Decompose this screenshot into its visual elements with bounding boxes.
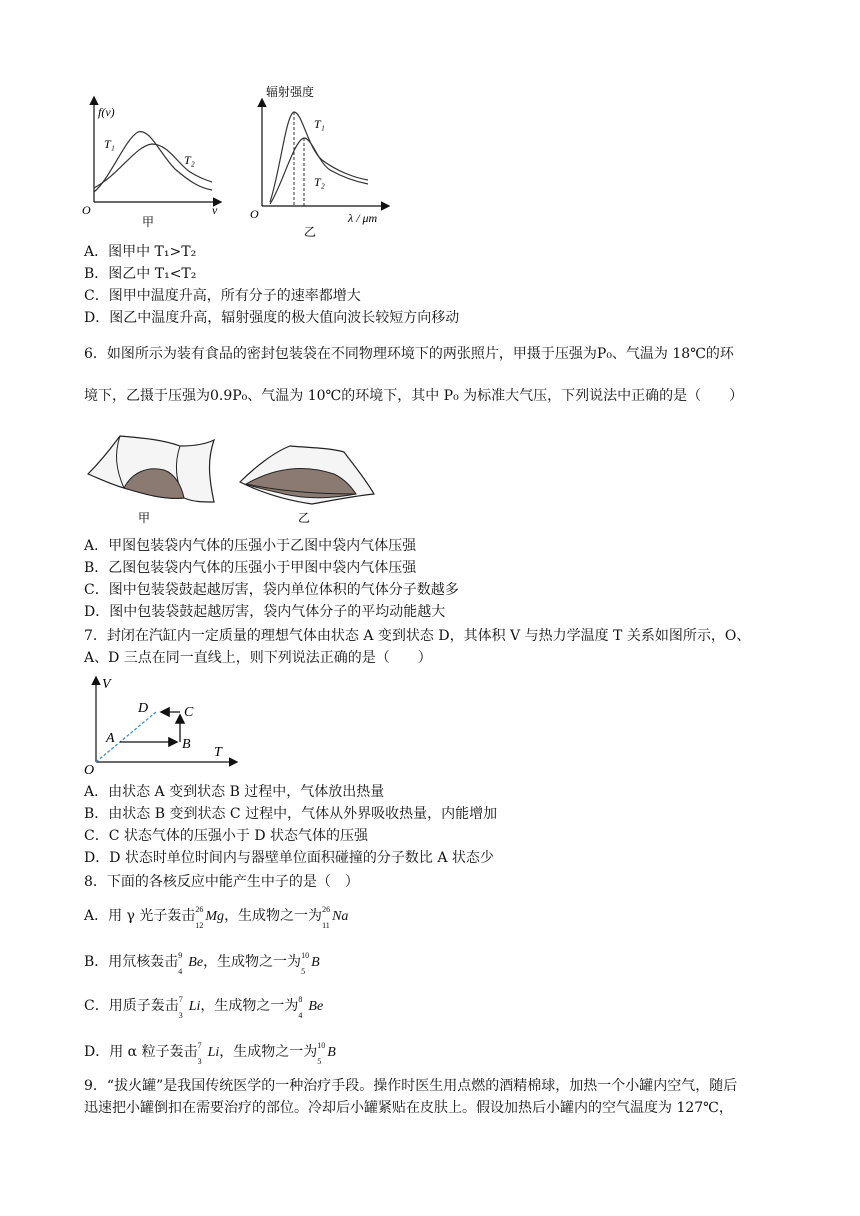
q8a-pre: A．用 γ 光子轰击 [84,908,196,924]
fig-yi-t2: T₂ [314,175,325,189]
q8b-mid: ，生成物之一为 [203,954,302,970]
q9-stem-line2: 迅速把小罐倒扣在需要治疗的部位。冷却后小罐紧贴在皮肤上。假设加热后小罐内的空气温度为 127℃， [84,1100,733,1116]
q7-option-b: B．由状态 B 变到状态 C 过程中，气体从外界吸收热量，内能增加 [84,806,498,822]
fig7-t: T [214,745,222,760]
q6-option-d: D．图中包装袋鼓起越厉害，袋内气体分子的平均动能越大 [84,604,446,620]
q5-option-c: C．图甲中温度升高，所有分子的速率都增大 [84,288,361,304]
q8d-nuclide1: 7 3 Li [197,1041,220,1066]
q8-option-d [84,1041,336,1066]
q8b-pre: B．用氘核轰击 [84,954,179,970]
q6-stem-line2: 境下，乙摄于压强为0.9P₀、气温为 10℃的环境下，其中 P₀ 为标准大气压，下列说法中正确的是（ ） [84,388,744,404]
q9-stem-line1: 9．“拔火罐”是我国传统医学的一种治疗手段。操作时医生用点燃的酒精棉球，加热一个小罐内空气，随后 [84,1078,738,1094]
fig7-c: C [184,705,194,720]
q8-option-b [84,951,320,976]
fig-jia-origin: O [82,203,91,217]
figure-vt [80,672,240,778]
q7-option-c: C．C 状态气体的压强小于 D 状态气体的压强 [84,828,368,844]
q7-stem-line2: A、D 三点在同一直线上，则下列说法正确的是（ ） [84,650,432,666]
q5-option-a: A．图甲中 T₁>T₂ [84,244,197,260]
fig-jia-t1: T₁ [104,137,115,151]
q7-stem-line1: 7．封闭在汽缸内一定质量的理想气体由状态 A 变到状态 D，其体积 V 与热力学温度 T 关系如图所示，O、 [84,628,751,644]
q8a-mid: ，生成物之一为 [224,908,323,924]
fig7-a: A [106,731,115,746]
figure-bags [84,428,384,524]
q8d-nuclide2: 10 5 B [317,1041,336,1066]
q6-option-c: C．图中包装袋鼓起越厉害，袋内单位体积的气体分子数越多 [84,582,459,598]
fig7-o: O [84,763,95,778]
q6-option-b: B．乙图包装袋内气体的压强小于甲图中袋内气体压强 [84,560,417,576]
q8a-nuclide1: 26 12 Mg [195,905,225,930]
fig-yi-xlabel: λ / μm [348,211,378,225]
fig-yi-t1: T₁ [314,117,325,131]
fig-yi-caption: 乙 [304,225,317,239]
q8a-nuclide2: 26 11 Na [322,905,349,930]
q8c-nuclide2: 8 4 Be [298,995,324,1020]
q8-stem: 8．下面的各核反应中能产生中子的是（ ） [84,874,359,890]
q5-option-b: B．图乙中 T₁<T₂ [84,266,197,282]
fig-jia-xlabel: v [212,203,218,217]
fig-jia-caption: 甲 [142,215,155,229]
q8b-nuclide2: 10 5 B [301,951,320,976]
q8-option-a [84,905,349,930]
fig7-d: D [138,701,149,716]
q8d-mid: ，生成物之一为 [219,1044,318,1060]
q7-option-a: A．由状态 A 变到状态 B 过程中，气体放出热量 [84,784,385,800]
figure-yi [244,82,394,240]
bag-jia [88,436,214,502]
q5-option-d: D．图乙中温度升高，辐射强度的极大值向波长较短方向移动 [84,310,460,326]
figure-jia [80,84,230,232]
q8d-pre: D．用 α 粒子轰击 [84,1044,198,1060]
fig7-v: V [102,677,111,692]
fig-yi-ylabel: 辐射强度 [266,85,315,99]
q6-stem-line1: 6．如图所示为装有食品的密封包装袋在不同物理环境下的两张照片，甲摄于压强为P₀、气温为 18℃的环 [84,346,734,362]
q8c-nuclide1: 7 3 Li [178,995,201,1020]
fig-jia-t2: T₂ [184,153,195,167]
q8c-mid: ，生成物之一为 [200,998,299,1014]
fig-jia-ylabel: f(v) [98,105,115,119]
bag-yi [240,446,374,504]
curve-yi-t2 [270,138,368,204]
q8-option-c [84,995,324,1020]
fig7-b: B [182,737,191,752]
q8c-pre: C．用质子轰击 [84,998,179,1014]
q7-option-d: D．D 状态时单位时间内与器壁单位面积碰撞的分子数比 A 状态少 [84,850,494,866]
q6-option-a: A．甲图包装袋内气体的压强小于乙图中袋内气体压强 [84,538,417,554]
q6-cap-jia: 甲 [138,511,151,524]
q8b-nuclide1: 9 4 Be [178,951,204,976]
fig-yi-origin: O [250,207,259,221]
q6-cap-yi: 乙 [298,511,311,524]
